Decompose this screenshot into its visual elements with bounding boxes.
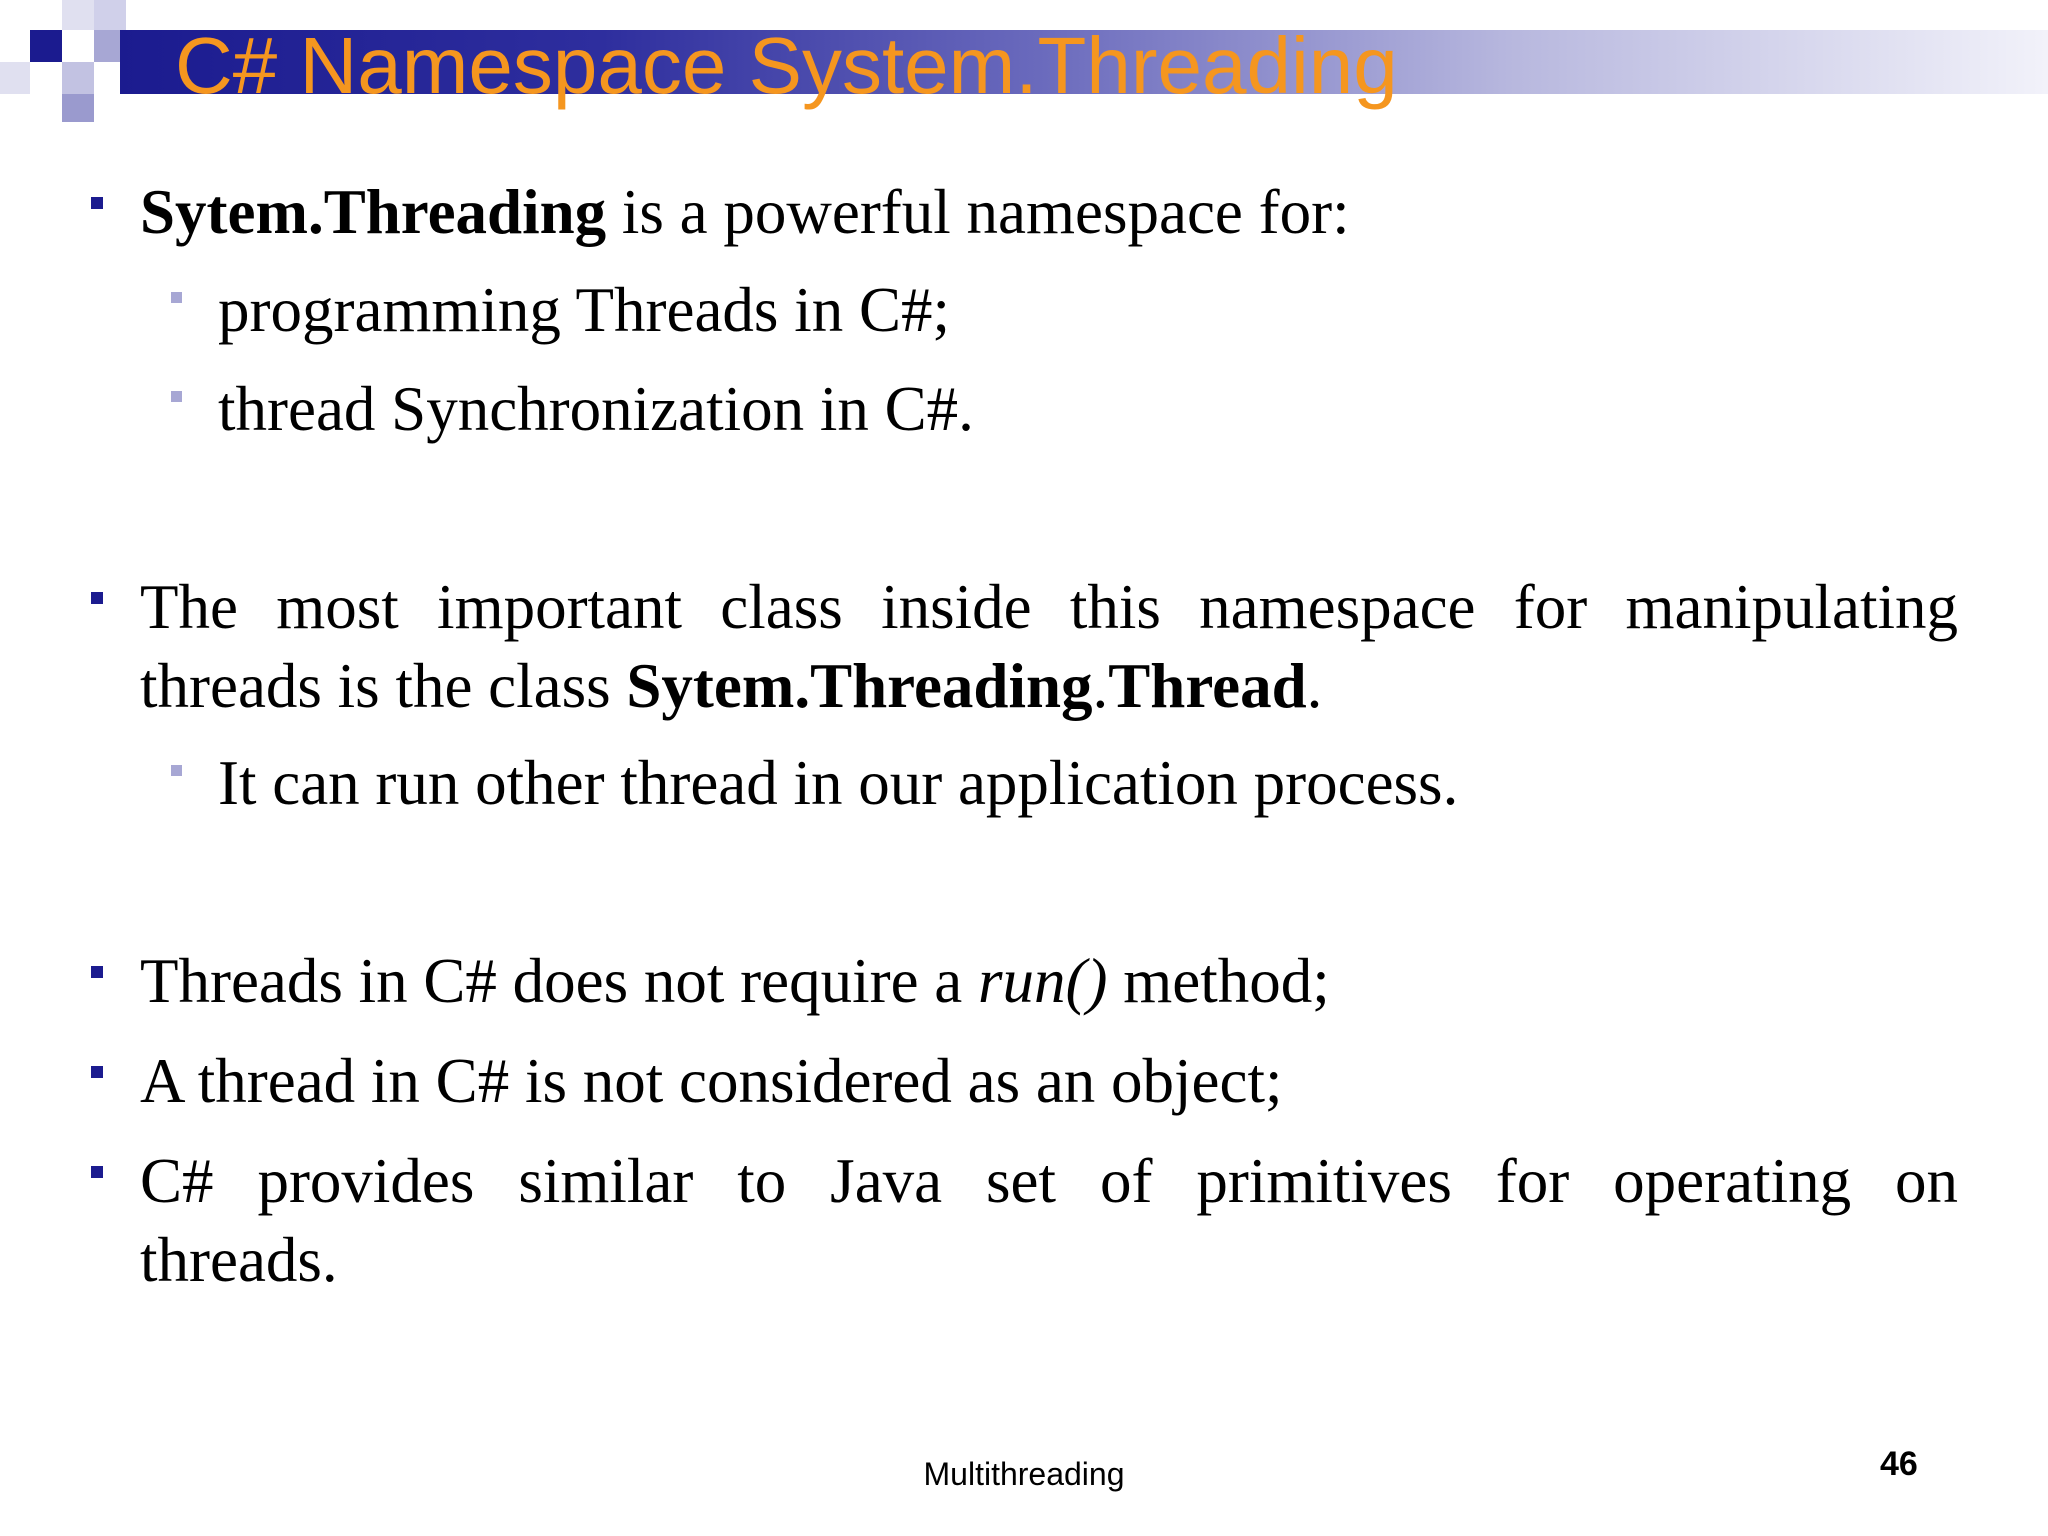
- bullet-marker: [91, 1066, 103, 1078]
- italic-text: run(): [978, 946, 1108, 1016]
- sub-bullet-marker: [171, 391, 182, 402]
- bullet-most-important-class-line2: [140, 646, 1322, 726]
- bullet-text: is a powerful namespace for:: [606, 177, 1350, 247]
- text-segment: .: [1306, 651, 1323, 721]
- sub-bullet-thread-synchronization: thread Synchronization in C#.: [218, 374, 974, 444]
- bullet-marker: [91, 966, 103, 978]
- text-segment: .: [1092, 651, 1109, 721]
- sub-bullet-marker: [171, 292, 182, 303]
- bold-text: Sytem.Threading: [626, 651, 1093, 721]
- bullet-marker: [91, 1166, 103, 1178]
- page-number: 46: [1880, 1445, 1918, 1483]
- text-segment: threads is the class: [140, 651, 627, 721]
- bullet-no-run-method: [140, 941, 1330, 1021]
- sub-bullet-marker: [171, 765, 182, 776]
- slide-title: C# Namespace System.Threading: [175, 21, 1398, 110]
- bullet-java-primitives-line2: threads.: [140, 1225, 338, 1295]
- bold-text: Thread: [1108, 651, 1307, 721]
- bullet-marker: [91, 197, 103, 209]
- bullet-marker: [91, 592, 103, 604]
- slide-footer: Multithreading: [923, 1456, 1125, 1492]
- sub-bullet-run-other-thread: It can run other thread in our application process.: [218, 748, 1459, 818]
- bullet-system-threading: [140, 172, 1350, 252]
- bullet-most-important-class-line1: The most important class inside this namespace for manipulating: [140, 572, 1958, 642]
- bullet-java-primitives-line1: C# provides similar to Java set of primitives for operating on: [140, 1146, 1958, 1216]
- bold-text: Sytem.Threading: [140, 177, 607, 247]
- sub-bullet-programming-threads: programming Threads in C#;: [218, 275, 950, 345]
- text-segment: method;: [1107, 946, 1330, 1016]
- bullet-thread-not-object: A thread in C# is not considered as an object;: [140, 1046, 1283, 1116]
- text-segment: Threads in C# does not require a: [140, 946, 979, 1016]
